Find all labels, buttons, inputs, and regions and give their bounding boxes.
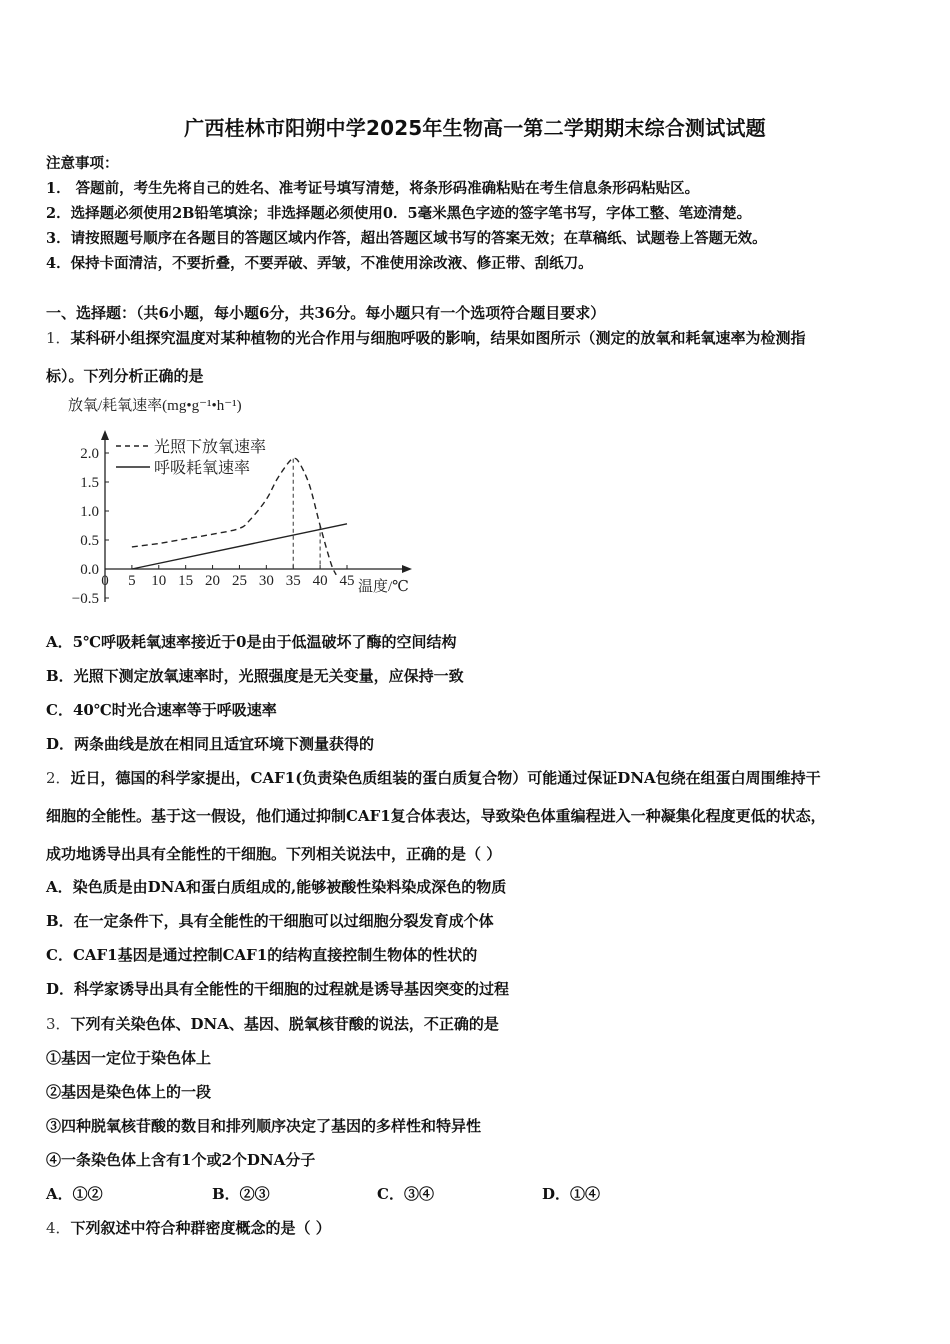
question-2-line bbox=[46, 767, 821, 788]
notice-item: 4．保持卡面清洁，不要折叠，不要弄破、弄皱，不准使用涂改液、修正带、刮纸刀。 bbox=[46, 255, 593, 272]
legend-label: 呼吸耗氧速率 bbox=[154, 460, 251, 477]
option-c[interactable]: C．③④ bbox=[377, 1185, 434, 1203]
page-title: 广西桂林市阳朔中学2025年生物高一第二学期期末综合测试试题 bbox=[184, 116, 766, 140]
x-tick-label: 35 bbox=[285, 573, 301, 589]
option-a[interactable]: A．染色质是由DNA和蛋白质组成的,能够被酸性染料染成深色的物质 bbox=[46, 878, 507, 896]
x-tick-label: 0 bbox=[101, 573, 109, 589]
question-1-line-2: 标）。下列分析正确的是 bbox=[46, 367, 204, 385]
question-3-line bbox=[46, 1013, 499, 1034]
x-tick-label: 45 bbox=[339, 573, 355, 589]
option-a[interactable]: A．①② bbox=[46, 1185, 103, 1203]
question-2-line-2: 细胞的全能性。基于这一假设，他们通过抑制CAF1复合体表达，导致染色体重编程进入一种凝集化程度更低的状态， bbox=[46, 807, 826, 825]
x-axis-label: 温度/℃ bbox=[358, 579, 409, 595]
question-number: 1． bbox=[46, 329, 71, 347]
question-text: 近日，德国的科学家提出，CAF1(负责染色质组装的蛋白质复合物）可能通过保证DNA包绕在组蛋白周围维持干 bbox=[70, 769, 821, 787]
question-text: 某科研小组探究温度对某种植物的光合作用与细胞呼吸的影响，结果如图所示（测定的放氧和耗氧速率为检测指 bbox=[70, 329, 806, 347]
x-tick-label: 40 bbox=[312, 573, 328, 589]
option-d[interactable]: D．①④ bbox=[542, 1185, 601, 1203]
statement-4: ④一条染色体上含有1个或2个DNA分子 bbox=[46, 1151, 316, 1169]
chart-title: 放氧/耗氧速率(mg•g⁻¹•h⁻¹) bbox=[68, 398, 242, 414]
x-tick-label: 25 bbox=[231, 573, 247, 589]
x-tick-label: 20 bbox=[205, 573, 221, 589]
question-1-line bbox=[46, 327, 806, 348]
y-axis-arrow bbox=[101, 430, 109, 440]
x-tick-label: 10 bbox=[151, 573, 167, 589]
question-text: 下列叙述中符合种群密度概念的是（ ） bbox=[70, 1219, 331, 1237]
x-tick-label: 15 bbox=[178, 573, 194, 589]
notice-item: 2．选择题必须使用2B铅笔填涂；非选择题必须使用0．5毫米黑色字迹的签字笔书写，字体工整、笔迹清楚。 bbox=[46, 205, 752, 222]
y-tick-label: 1.5 bbox=[80, 475, 99, 491]
option-a[interactable]: A．5℃呼吸耗氧速率接近于0是由于低温破坏了酶的空间结构 bbox=[46, 633, 457, 651]
notice-item: 3．请按照题号顺序在各题目的答题区域内作答，超出答题区域书写的答案无效；在草稿纸、试题卷上答题无效。 bbox=[46, 230, 767, 247]
option-d[interactable]: D．科学家诱导出具有全能性的干细胞的过程就是诱导基因突变的过程 bbox=[46, 980, 510, 998]
question-number: 4． bbox=[46, 1219, 71, 1237]
legend-label: 光照下放氧速率 bbox=[154, 439, 267, 456]
option-b[interactable]: B．在一定条件下，具有全能性的干细胞可以过细胞分裂发育成个体 bbox=[46, 912, 494, 930]
y-tick-label: 0.5 bbox=[80, 533, 99, 549]
question-4-line bbox=[46, 1217, 331, 1238]
x-tick-label: 30 bbox=[258, 573, 274, 589]
question-number: 3． bbox=[46, 1015, 71, 1033]
option-row bbox=[46, 1183, 666, 1203]
y-tick-label: 1.0 bbox=[80, 504, 99, 520]
chart-guides bbox=[293, 459, 320, 569]
option-b[interactable]: B．②③ bbox=[212, 1185, 270, 1203]
statement-2: ②基因是染色体上的一段 bbox=[46, 1083, 212, 1101]
oxygen-rate-chart bbox=[50, 388, 450, 618]
x-axis-arrow bbox=[402, 565, 412, 573]
statement-1: ①基因一定位于染色体上 bbox=[46, 1049, 212, 1067]
notice-heading: 注意事项： bbox=[46, 155, 119, 172]
chart-legend bbox=[116, 438, 266, 477]
question-number: 2． bbox=[46, 769, 71, 787]
x-tick-label: 5 bbox=[128, 573, 136, 589]
statement-3: ③四种脱氧核苷酸的数目和排列顺序决定了基因的多样性和特异性 bbox=[46, 1117, 482, 1135]
y-tick-label: 2.0 bbox=[80, 446, 99, 462]
notice-item: 1． 答题前，考生先将自己的姓名、准考证号填写清楚，将条形码准确粘贴在考生信息条形码粘贴区。 bbox=[46, 180, 700, 197]
section-heading: 一、选择题：（共6小题，每小题6分，共36分。每小题只有一个选项符合题目要求） bbox=[46, 304, 606, 322]
question-2-line-3: 成功地诱导出具有全能性的干细胞。下列相关说法中，正确的是（ ） bbox=[46, 845, 502, 863]
option-d[interactable]: D．两条曲线是放在相同且适宜环境下测量获得的 bbox=[46, 735, 375, 753]
y-tick-label: −0.5 bbox=[71, 591, 99, 607]
option-c[interactable]: C．40℃时光合速率等于呼吸速率 bbox=[46, 701, 277, 719]
y-tick-label: 0.0 bbox=[80, 562, 99, 578]
option-b[interactable]: B．光照下测定放氧速率时，光照强度是无关变量，应保持一致 bbox=[46, 667, 464, 685]
respiration-series bbox=[132, 524, 347, 569]
question-text: 下列有关染色体、DNA、基因、脱氧核苷酸的说法，不正确的是 bbox=[70, 1015, 499, 1033]
option-c[interactable]: C．CAF1基因是通过控制CAF1的结构直接控制生物体的性状的 bbox=[46, 946, 478, 964]
